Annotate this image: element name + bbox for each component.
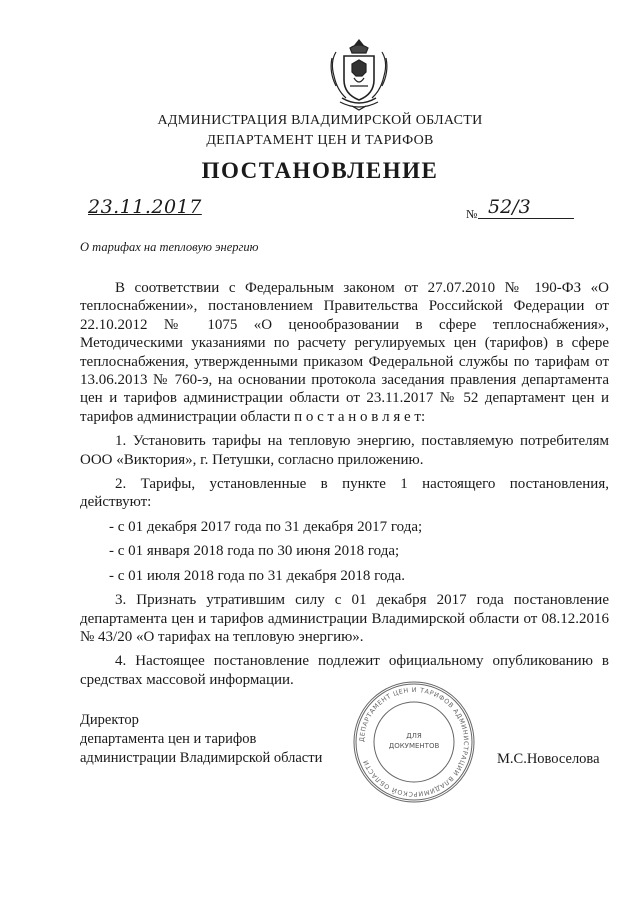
item-1-paragraph: 1. Установить тарифы на тепловую энергию, поставляемую потребителям ООО «Виктория», г. Петушки, согласно приложению. bbox=[80, 433, 609, 468]
document-title: ПОСТАНОВЛЕНИЕ bbox=[201, 158, 439, 183]
signatory-position bbox=[80, 711, 322, 768]
signatory-name: М.С.Новоселова bbox=[497, 751, 600, 767]
stamp-center-line: ДЛЯ bbox=[406, 732, 422, 740]
number-label: № bbox=[466, 207, 478, 221]
document-date: 23.11.2017 bbox=[88, 196, 202, 218]
official-stamp bbox=[350, 678, 478, 806]
stamp-ring-text: ДЕПАРТАМЕНТ ЦЕН И ТАРИФОВ АДМИНИСТРАЦИИ ВЛАДИМИРСКОЙ ОБЛАСТИ bbox=[357, 685, 471, 799]
preamble-paragraph: В соответствии с Федеральным законом от 27.07.2010 № 190-ФЗ «О теплоснабжении», постановлением Правительства Российской Федерации от 22.10.2012 № 1075 «О ценообразовании в сфере теплоснабжения», Методическими указаниями по расчету регулируемых цен (тарифов) в сфере теплоснабжения, утвержденными приказом Федеральной службы по тарифам от 13.06.2013 № 760-э, на основании протокола заседания правления департамента цен и тарифов администрации области от 23.11.2017 № 52 департамент цен и тарифов администрации области п о с т а н о в л я е т: bbox=[80, 280, 609, 425]
document-body bbox=[80, 279, 609, 689]
item-3-paragraph: 3. Признать утратившим силу с 01 декабря 2017 года постановление департамента цен и тарифов администрации Владимирской области от 08.12.2016 № 43/20 «О тарифах на тепловую энергию». bbox=[80, 592, 609, 645]
period-item: - с 01 декабря 2017 года по 31 декабря 2017 года; bbox=[109, 518, 423, 535]
period-item: - с 01 июля 2018 года по 31 декабря 2018 года. bbox=[109, 567, 405, 584]
organization-name: АДМИНИСТРАЦИЯ ВЛАДИМИРСКОЙ ОБЛАСТИ bbox=[157, 113, 483, 128]
document-number: 52/3 bbox=[478, 196, 574, 219]
position-line: департамента цен и тарифов bbox=[80, 731, 257, 747]
period-item: - с 01 января 2018 года по 30 июня 2018 года; bbox=[109, 543, 400, 560]
stamp-center-line: ДОКУМЕНТОВ bbox=[388, 742, 440, 750]
item-4-paragraph: 4. Настоящее постановление подлежит официальному опубликованию в средствах массовой информации. bbox=[80, 653, 609, 688]
department-name: ДЕПАРТАМЕНТ ЦЕН И ТАРИФОВ bbox=[206, 133, 434, 148]
document-subject: О тарифах на тепловую энергию bbox=[80, 240, 259, 254]
item-2-paragraph: 2. Тарифы, установленные в пункте 1 настоящего постановления, действуют: bbox=[80, 476, 609, 511]
coat-of-arms-emblem bbox=[328, 38, 390, 112]
position-line: администрации Владимирской области bbox=[80, 750, 323, 766]
position-line: Директор bbox=[80, 712, 139, 728]
